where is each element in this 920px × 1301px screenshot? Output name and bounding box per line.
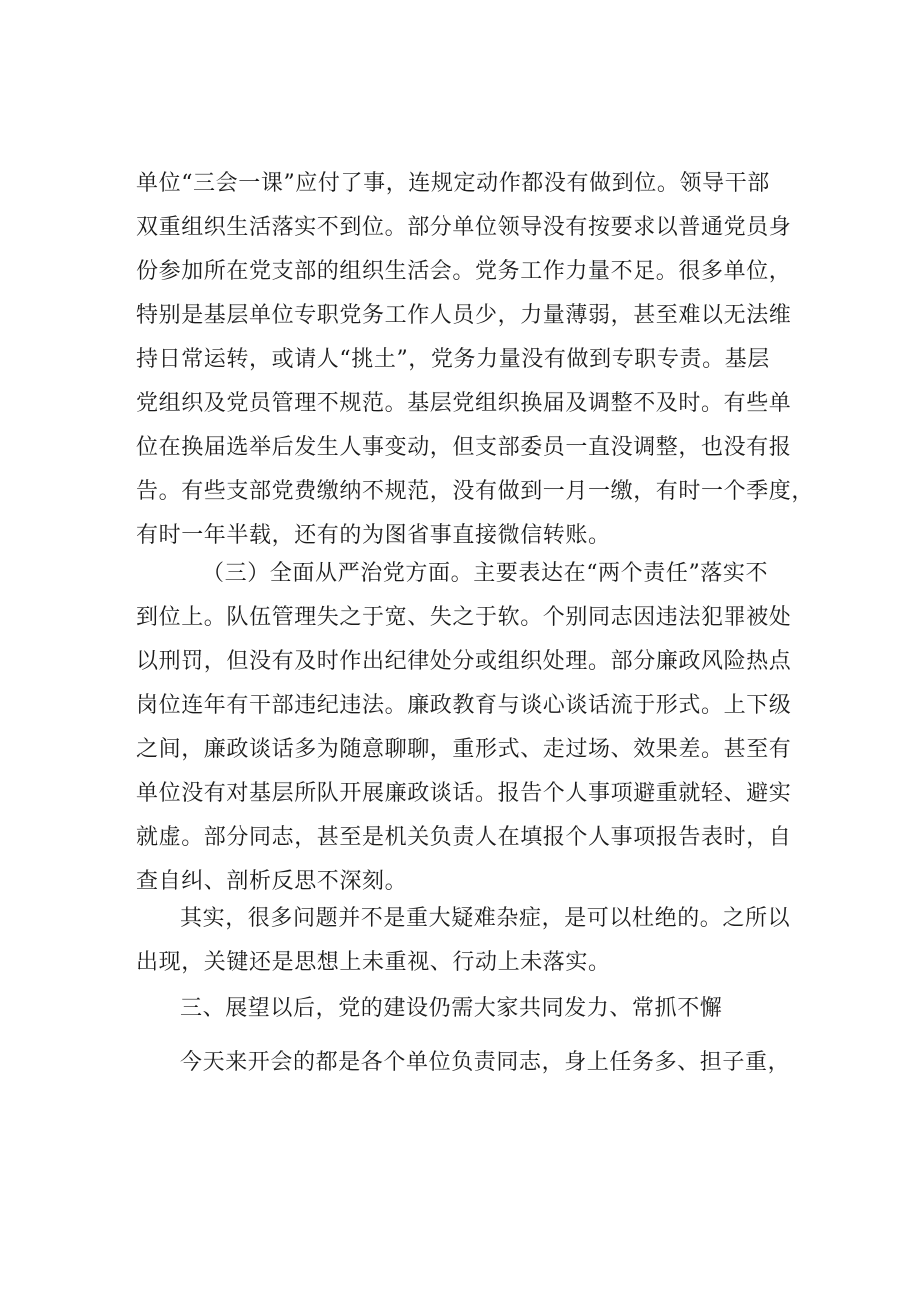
- text-line: 查自纠、剖析反思不深刻。: [136, 869, 408, 894]
- text-line: 岗位连年有干部违纪违法。廉政教育与谈心谈话流于形式。上下级: [136, 693, 792, 718]
- text-line: 之间，廉政谈话多为随意聊聊，重形式、走过场、效果差。甚至有: [136, 737, 792, 762]
- text-line: 党组织及党员管理不规范。基层党组织换届及调整不及时。有些单: [136, 391, 792, 416]
- paragraph-3: [136, 897, 796, 985]
- paragraph-1: [136, 162, 815, 558]
- text-line: 持日常运转，或请人“挑土”，党务力量没有做到专职专责。基层: [136, 347, 770, 372]
- heading-line: 三、展望以后，党的建设仍需大家共同发力、常抓不懈: [180, 996, 723, 1021]
- text-line: 告。有些支部党费缴纳不规范，没有做到一月一缴，有时一个季度，: [136, 479, 815, 504]
- paragraph-5: [136, 1041, 796, 1085]
- text-line: 位在换届选举后发生人事变动，但支部委员一直没调整，也没有报: [136, 435, 792, 460]
- text-line: 其实，很多问题并不是重大疑难杂症，是可以杜绝的。之所以: [180, 906, 791, 931]
- text-line: 单位“三会一课”应付了事，连规定动作都没有做到位。领导干部: [136, 171, 770, 196]
- text-line: （三）全面从严治党方面。主要表达在“两个责任”落实不: [202, 561, 769, 586]
- text-line: 就虚。部分同志，甚至是机关负责人在填报个人事项报告表时，自: [136, 825, 792, 850]
- text-line: 到位上。队伍管理失之于宽、失之于软。个别同志因违法犯罪被处: [136, 605, 792, 630]
- text-line: 单位没有对基层所队开展廉政谈话。报告个人事项避重就轻、避实: [136, 781, 792, 806]
- text-line: 双重组织生活落实不到位。部分单位领导没有按要求以普通党员身: [136, 215, 792, 240]
- text-line: 以刑罚，但没有及时作出纪律处分或组织处理。部分廉政风险热点: [136, 649, 792, 674]
- text-line: 今天来开会的都是各个单位负责同志，身上任务多、担子重，: [180, 1050, 791, 1075]
- section-heading: [136, 987, 796, 1031]
- text-line: 特别是基层单位专职党务工作人员少，力量薄弱，甚至难以无法维: [136, 303, 792, 328]
- text-line: 出现，关键还是思想上未重视、行动上未落实。: [136, 950, 611, 975]
- text-line: 有时一年半载，还有的为图省事直接微信转账。: [136, 523, 611, 548]
- text-line: 份参加所在党支部的组织生活会。党务工作力量不足。很多单位，: [136, 259, 792, 284]
- paragraph-2: [136, 552, 796, 904]
